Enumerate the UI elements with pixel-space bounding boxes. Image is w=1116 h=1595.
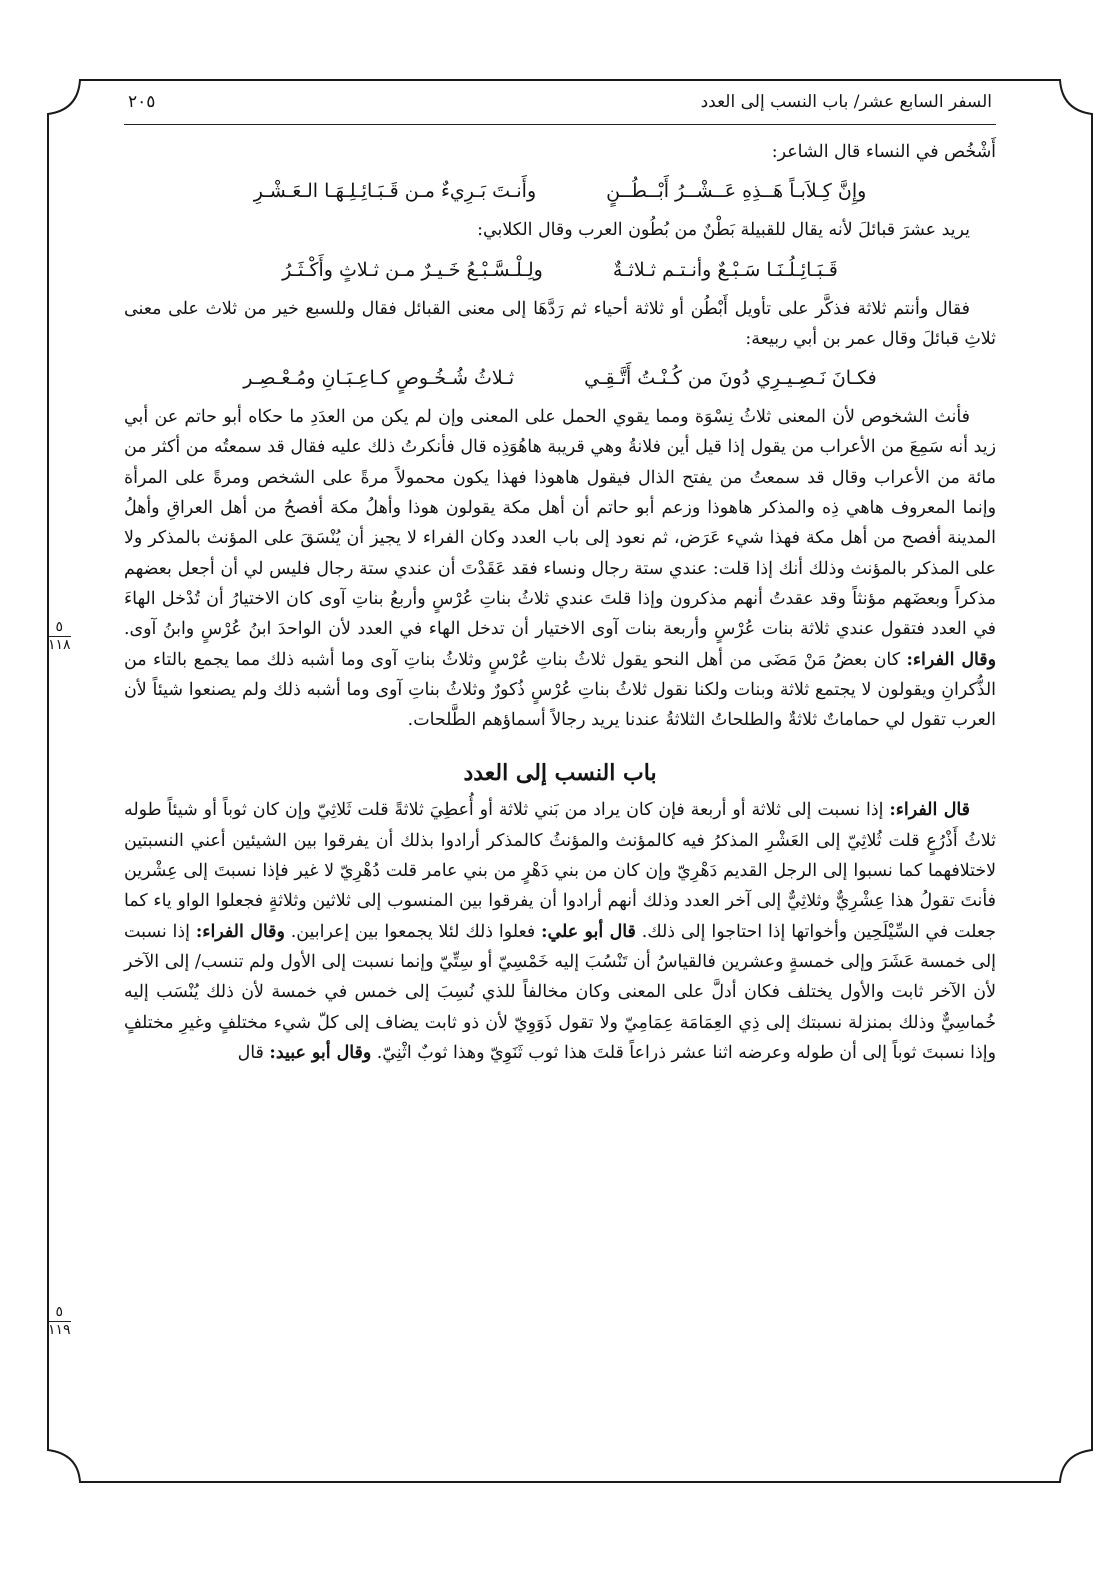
poem-verse <box>124 173 996 209</box>
paragraph-text: إذا نسبت إلى ثلاثة أو أربعة فإن كان يراد من بَني ثلاثة أو أُعطِيَ ثلاثةً قلت ثَلاثِيّ وإن كان ثوباً أو شيئاً طوله ثلاثُ أَذْرُعٍ قلت ثُلاثِيّ إلى العَشْرِ المذكرُ فيه كالمؤنث والمؤنثُ كالمذكر أرادوا بذلك أن يفرقوا بين الشيئين أعني النسبتين لاختلافهما كما نسبوا إلى الرجل القديم دَهْرِيّ وإن كان من بني دَهْرٍ من بني عامر قلت دُهْرِيّ لا غير فإذا نسبتَ إلى عِشْرين فأنتَ تقولُ هذا عِشْرِيٌّ وثلاثِيٌّ إلى آخر العدد وذلك أنهم أرادوا أن يفرقوا بين المنسوب إلى ثلاثين وثلاثةٍ فجعلوا الواو ياء كما جعلت في السِّيْلَحِين وأخواتها إذا احتاجوا إلى ذلك. <box>124 800 996 942</box>
paragraph-text: فعلوا ذلك لئلا يجمعوا بين إعرابين. <box>284 921 542 942</box>
verse-hemistich-first: قَـبَـائِـلُـنَـا سَـبْـعٌ وأنـتـم ثـلاثـةٌ <box>612 258 838 281</box>
paragraph: أَشْخُص في النساء قال الشاعر: <box>771 142 996 162</box>
marker-page: ١١٨ <box>48 637 71 653</box>
verse-hemistich-first: وإِنَّ كِـلاَبـاً هَــذِهِ عَــشْــرُ أَبْــطُــنٍ <box>606 180 867 203</box>
paragraph-text: كان بعضُ مَنْ مَضَى من أهل النحو يقول ثلاثُ بناتِ عُرْسٍ وثلاثُ بناتِ آوى وما أشبه ذلك مما يجمع بالتاء من الذُّكرانِ ويقولون لا يجتمع ثلاثة وبنات ولكنا نقول ثلاثُ بناتِ عُرْسٍ ذُكورٌ وثلاثُ بناتِ آوى وما أشبه ذلك ولم يصنعوا شيئاً لأن العرب تقول لي حماماتٌ ثلاثةٌ والطلحاتُ الثلاثةُ عندنا يريد رجالاً أسماؤهم الطَّلحات. <box>124 649 996 731</box>
page-number: ٢٠٥ <box>128 92 156 112</box>
poem-verse <box>124 252 996 288</box>
page-content <box>124 92 996 1068</box>
speaker-label: قال أبو علي: <box>541 921 636 942</box>
paragraph: يريد عشرَ قبائلَ لأنه يقال للقبيلة بَطْنٌ من بُطُون العرب وقال الكلابي: <box>477 220 970 241</box>
main-text <box>124 137 996 1068</box>
marker-volume: ٥ <box>48 1305 71 1322</box>
paragraph <box>124 402 996 735</box>
speaker-label: وقال أبو عبيد: <box>269 1042 372 1063</box>
speaker-label: وقال الفراء: <box>195 921 285 942</box>
paragraph-text: قال <box>237 1042 270 1063</box>
speaker-label: وقال الفراء: <box>906 649 997 670</box>
verse-hemistich-second: ولِـلْـسَّـبْـعُ خَـيـرٌ مـن ثـلاثٍ وأَكْـثَـرُ <box>282 258 543 281</box>
poem-verse <box>124 360 996 396</box>
speaker-label: قال الفراء: <box>889 800 970 821</box>
verse-hemistich-second: وأَنـتَ بَـرِيءٌ مـن قَـبَـائِـلِـهَـا الـعَـشْـرِ <box>253 180 537 203</box>
paragraph-text: إذا نسبت إلى خمسة عَشَرَ وإلى خمسةٍ وعشرين فالقياسُ أن تَنْسُبَ إليه خَمْسِيّ أو سِتِّيّ وإنما نسبت إلى الأول ولم تنسب/ إلى الآخر لأن الآخر ثابت والأول يختلف فكان أدلَّ على المعنى وكان مخالفاً للذي نُسِبَ إلى خمس في خمسة لأن ذلك يُنْسَب إليه خُماسِيٌّ وذلك بمنزلة نسبتك إلى ذِي العِمَامَة عِمَامِيّ ولا تقول ذَوَوِيّ لأن ذو ثابت يضاف إلى كلّ شيء مختلفٍ وغيرِ مختلفٍ وإذا نسبتَ ثوباً إلى أن طوله وعرضه اثنا عشر ذراعاً قلتَ هذا ثوب ثَنَوِيّ وهذا ثوبٌ اثْنِيّ. <box>124 921 996 1063</box>
margin-page-marker <box>48 1305 71 1338</box>
paragraph-text: فأنث الشخوص لأن المعنى ثلاثُ نِسْوَة ومما يقوي الحمل على المعنى وإن لم يكن من العدَدِ ما حكاه أبو حاتم عن أبي زيد أنه سَمِعَ من الأعراب من يقول إذا قيل أين فلانةُ وهي قريبة هاهُوَذِه قال فأنكرتُ ذلك عليه فقال قد سمعتُه من أكثر من مائة من الأعراب وقال قد سمعتُ من يفتح الذال فيقول هاهوذا فهذا يكون محمولاً مرةً على الشخص ومرةً على المرأة وإنما المعروف هاهي ذِه والمذكر هاهوذا وزعم أبو حاتم أن أهل مكة يقولون هوذا وأهلُ مكة أفصحُ من أهل العراقِ وأهلُ المدينة أفصح من أهل مكة فهذا شيء عَرَض، ثم نعود إلى باب العدد وكان الفراء لا يجيز أن يُنْسَقَ على المؤنث بالمذكر ولا على المذكر بالمؤنث وذلك أنك إذا قلت: عندي ستة رجال ونساء فقد عَقَدْتَ أن عندي ستة رجال فليس لي أن أجعل بعضهم مذكراً وبعضَهم مؤنثاً وقد عقدتُ أنهم مذكرون وإذا قلتَ عندي ثلاثُ بناتِ عُرْسٍ وأربعُ بناتِ آوى كان الاختيارُ أن تُدْخل الهاءَ في العدد فتقول عندي ثلاثة بنات عُرْسٍ وأربعة بنات آوى الاختيار أن تدخل الهاء في العدد لأن الواحدَ ابنُ عُرْسٍ وابنُ آوى. <box>124 407 997 640</box>
running-title: السفر السابع عشر/ باب النسب إلى العدد <box>700 92 992 112</box>
marker-page: ١١٩ <box>48 1322 71 1338</box>
verse-hemistich-first: فكـانَ نَـصِـيـرِي دُونَ من كُـنْـتُ أَتَّـقِـي <box>584 367 877 390</box>
paragraph: فقال وأنتم ثلاثة فذكَّر على تأويل أَبْطُن أو ثلاثة أحياء ثم رَدَّهَا إلى معنى القبائل فقال وللسبع خير من ثلاث على معنى ثلاثِ قبائلَ وقال عمر بن أبي ربيعة: <box>124 298 996 349</box>
margin-page-marker <box>48 620 71 653</box>
section-heading: باب النسب إلى العدد <box>463 760 657 787</box>
marker-volume: ٥ <box>48 620 71 637</box>
section-paragraph <box>124 795 996 1068</box>
verse-hemistich-second: ثـلاثُ شُـخُـوصٍ كـاعِـبَـانِ ومُـعْـصِـر <box>243 367 515 390</box>
page-header <box>124 92 996 125</box>
